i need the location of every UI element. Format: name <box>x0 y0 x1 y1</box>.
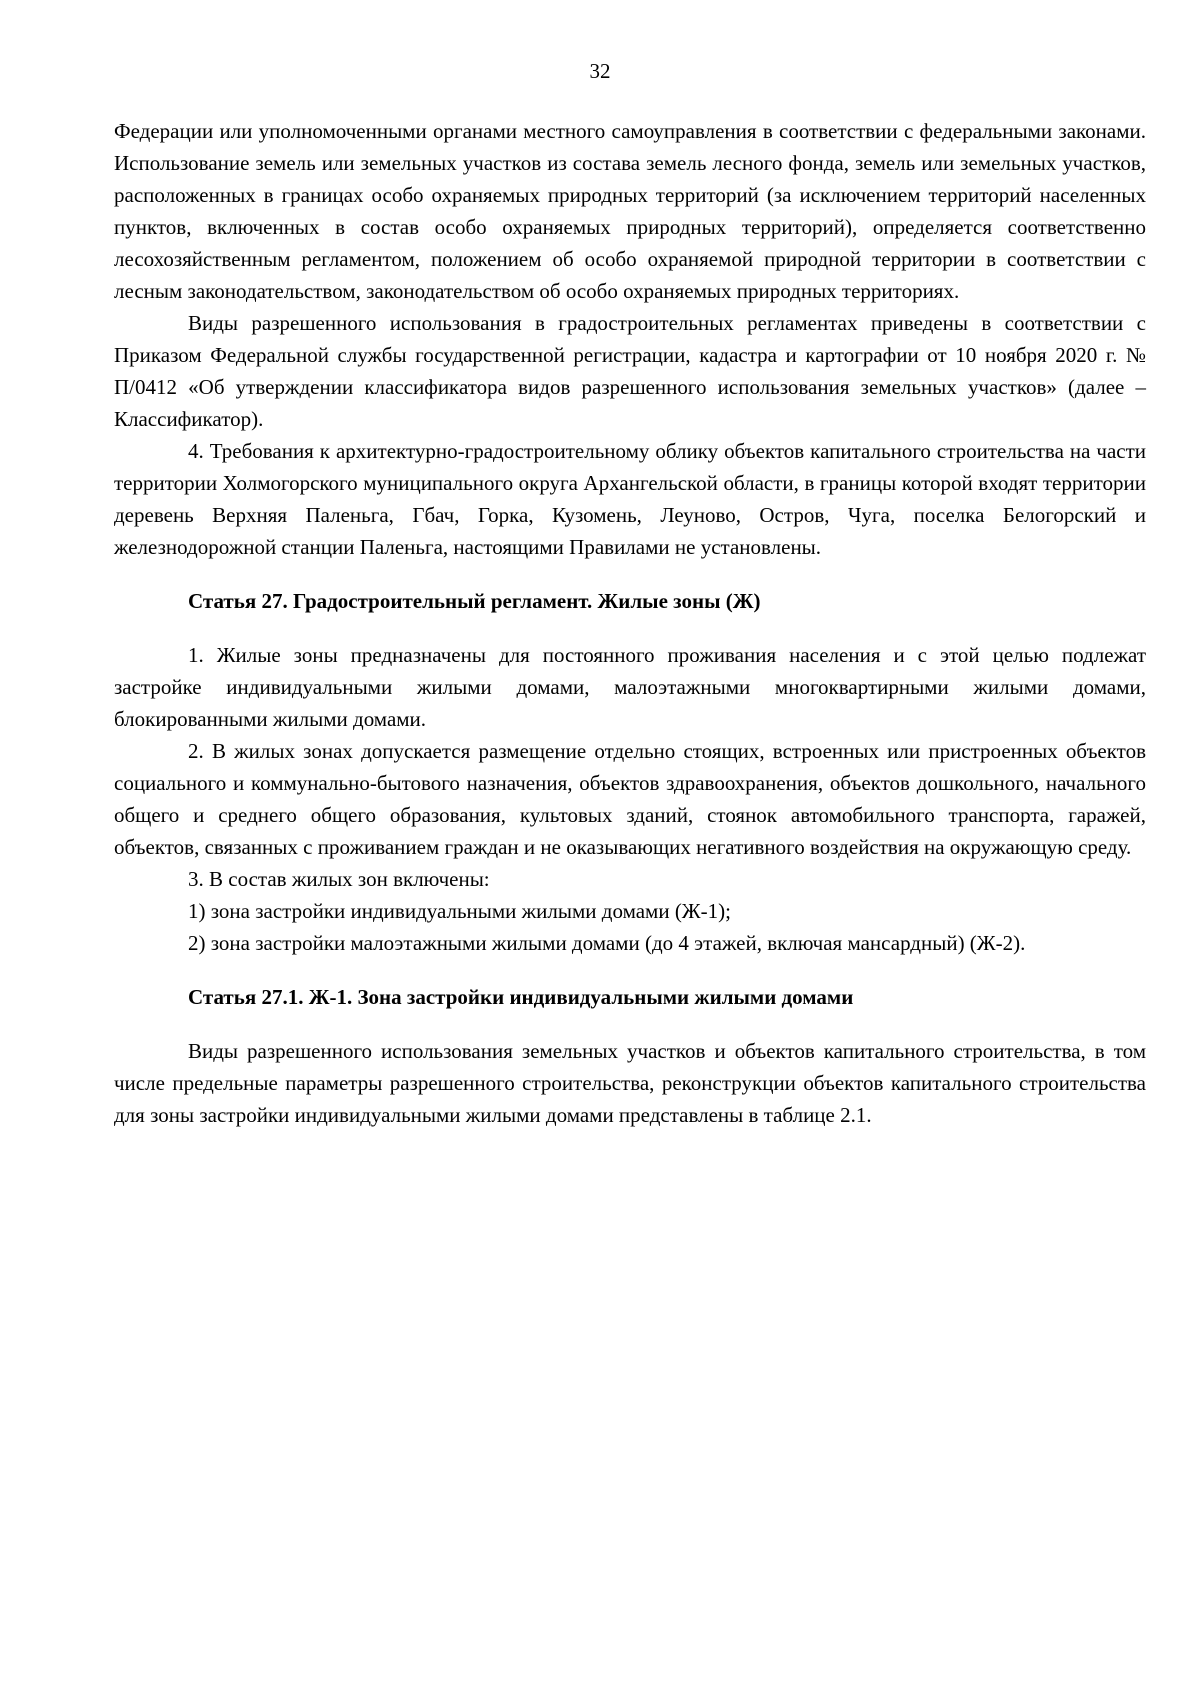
page-number: 32 <box>589 59 611 83</box>
paragraph-permitted-use-types: Виды разрешенного использования в градостроительных регламентах приведены в соответствии с Приказом Федеральной службы государственной регистрации, кадастра и картографии от 10 ноября 2020 г. № П/0412 «Об утверждении классификатора видов разрешенного использования земельных участков» (далее – Классификатор). <box>114 311 1146 431</box>
paragraph-architectural-requirements: 4. Требования к архитектурно-градостроительному облику объектов капитального строительства на части территории Холмогорского муниципального округа Архангельской области, в границы которой входят территории деревень Верхняя Паленьга, Гбач, Горка, Кузомень, Леуново, Остров, Чуга, поселка Белогорский и железнодорожной станции Паленьга, настоящими Правилами не установлены. <box>114 439 1146 559</box>
list-item-zone-zh1: 1) зона застройки индивидуальными жилыми домами (Ж-1); <box>188 899 731 923</box>
paragraph-continuation: Федерации или уполномоченными органами местного самоуправления в соответствии с федеральными законами. Использование земель или земельных участков из состава земель лесного фонда, земель или земельных участков, расположенных в границах особо охраняемых природных территорий (за исключением территорий населенных пунктов, включенных в состав особо охраняемых природных территорий), определяется соответственно лесохозяйственным регламентом, положением об особо охраняемой природной территории в соответствии с лесным законодательством, законодательством об особо охраняемых природных территориях. <box>114 119 1146 303</box>
paragraph-zh1-permitted-use: Виды разрешенного использования земельных участков и объектов капитального строительства, в том числе предельные параметры разрешенного строительства, реконструкции объектов капитального строительства для зоны застройки индивидуальными жилыми домами представлены в таблице 2.1. <box>114 1039 1146 1127</box>
document-body <box>114 115 1146 1131</box>
paragraph-residential-zones-purpose: 1. Жилые зоны предназначены для постоянного проживания населения и с этой целью подлежат застройке индивидуальными жилыми домами, малоэтажными многоквартирными жилыми домами, блокированными жилыми домами. <box>114 643 1146 731</box>
paragraph-residential-zones-composition: 3. В состав жилых зон включены: <box>188 867 490 891</box>
list-item-zone-zh2: 2) зона застройки малоэтажными жилыми домами (до 4 этажей, включая мансардный) (Ж-2). <box>188 931 1026 955</box>
heading-article-27: Статья 27. Градостроительный регламент. Жилые зоны (Ж) <box>188 589 761 613</box>
paragraph-residential-zones-allowed: 2. В жилых зонах допускается размещение отдельно стоящих, встроенных или пристроенных объектов социального и коммунально-бытового назначения, объектов здравоохранения, объектов дошкольного, начального общего и среднего общего образования, культовых зданий, стоянок автомобильного транспорта, гаражей, объектов, связанных с проживанием граждан и не оказывающих негативного воздействия на окружающую среду. <box>114 739 1146 859</box>
heading-article-27-1: Статья 27.1. Ж-1. Зона застройки индивидуальными жилыми домами <box>188 985 854 1009</box>
